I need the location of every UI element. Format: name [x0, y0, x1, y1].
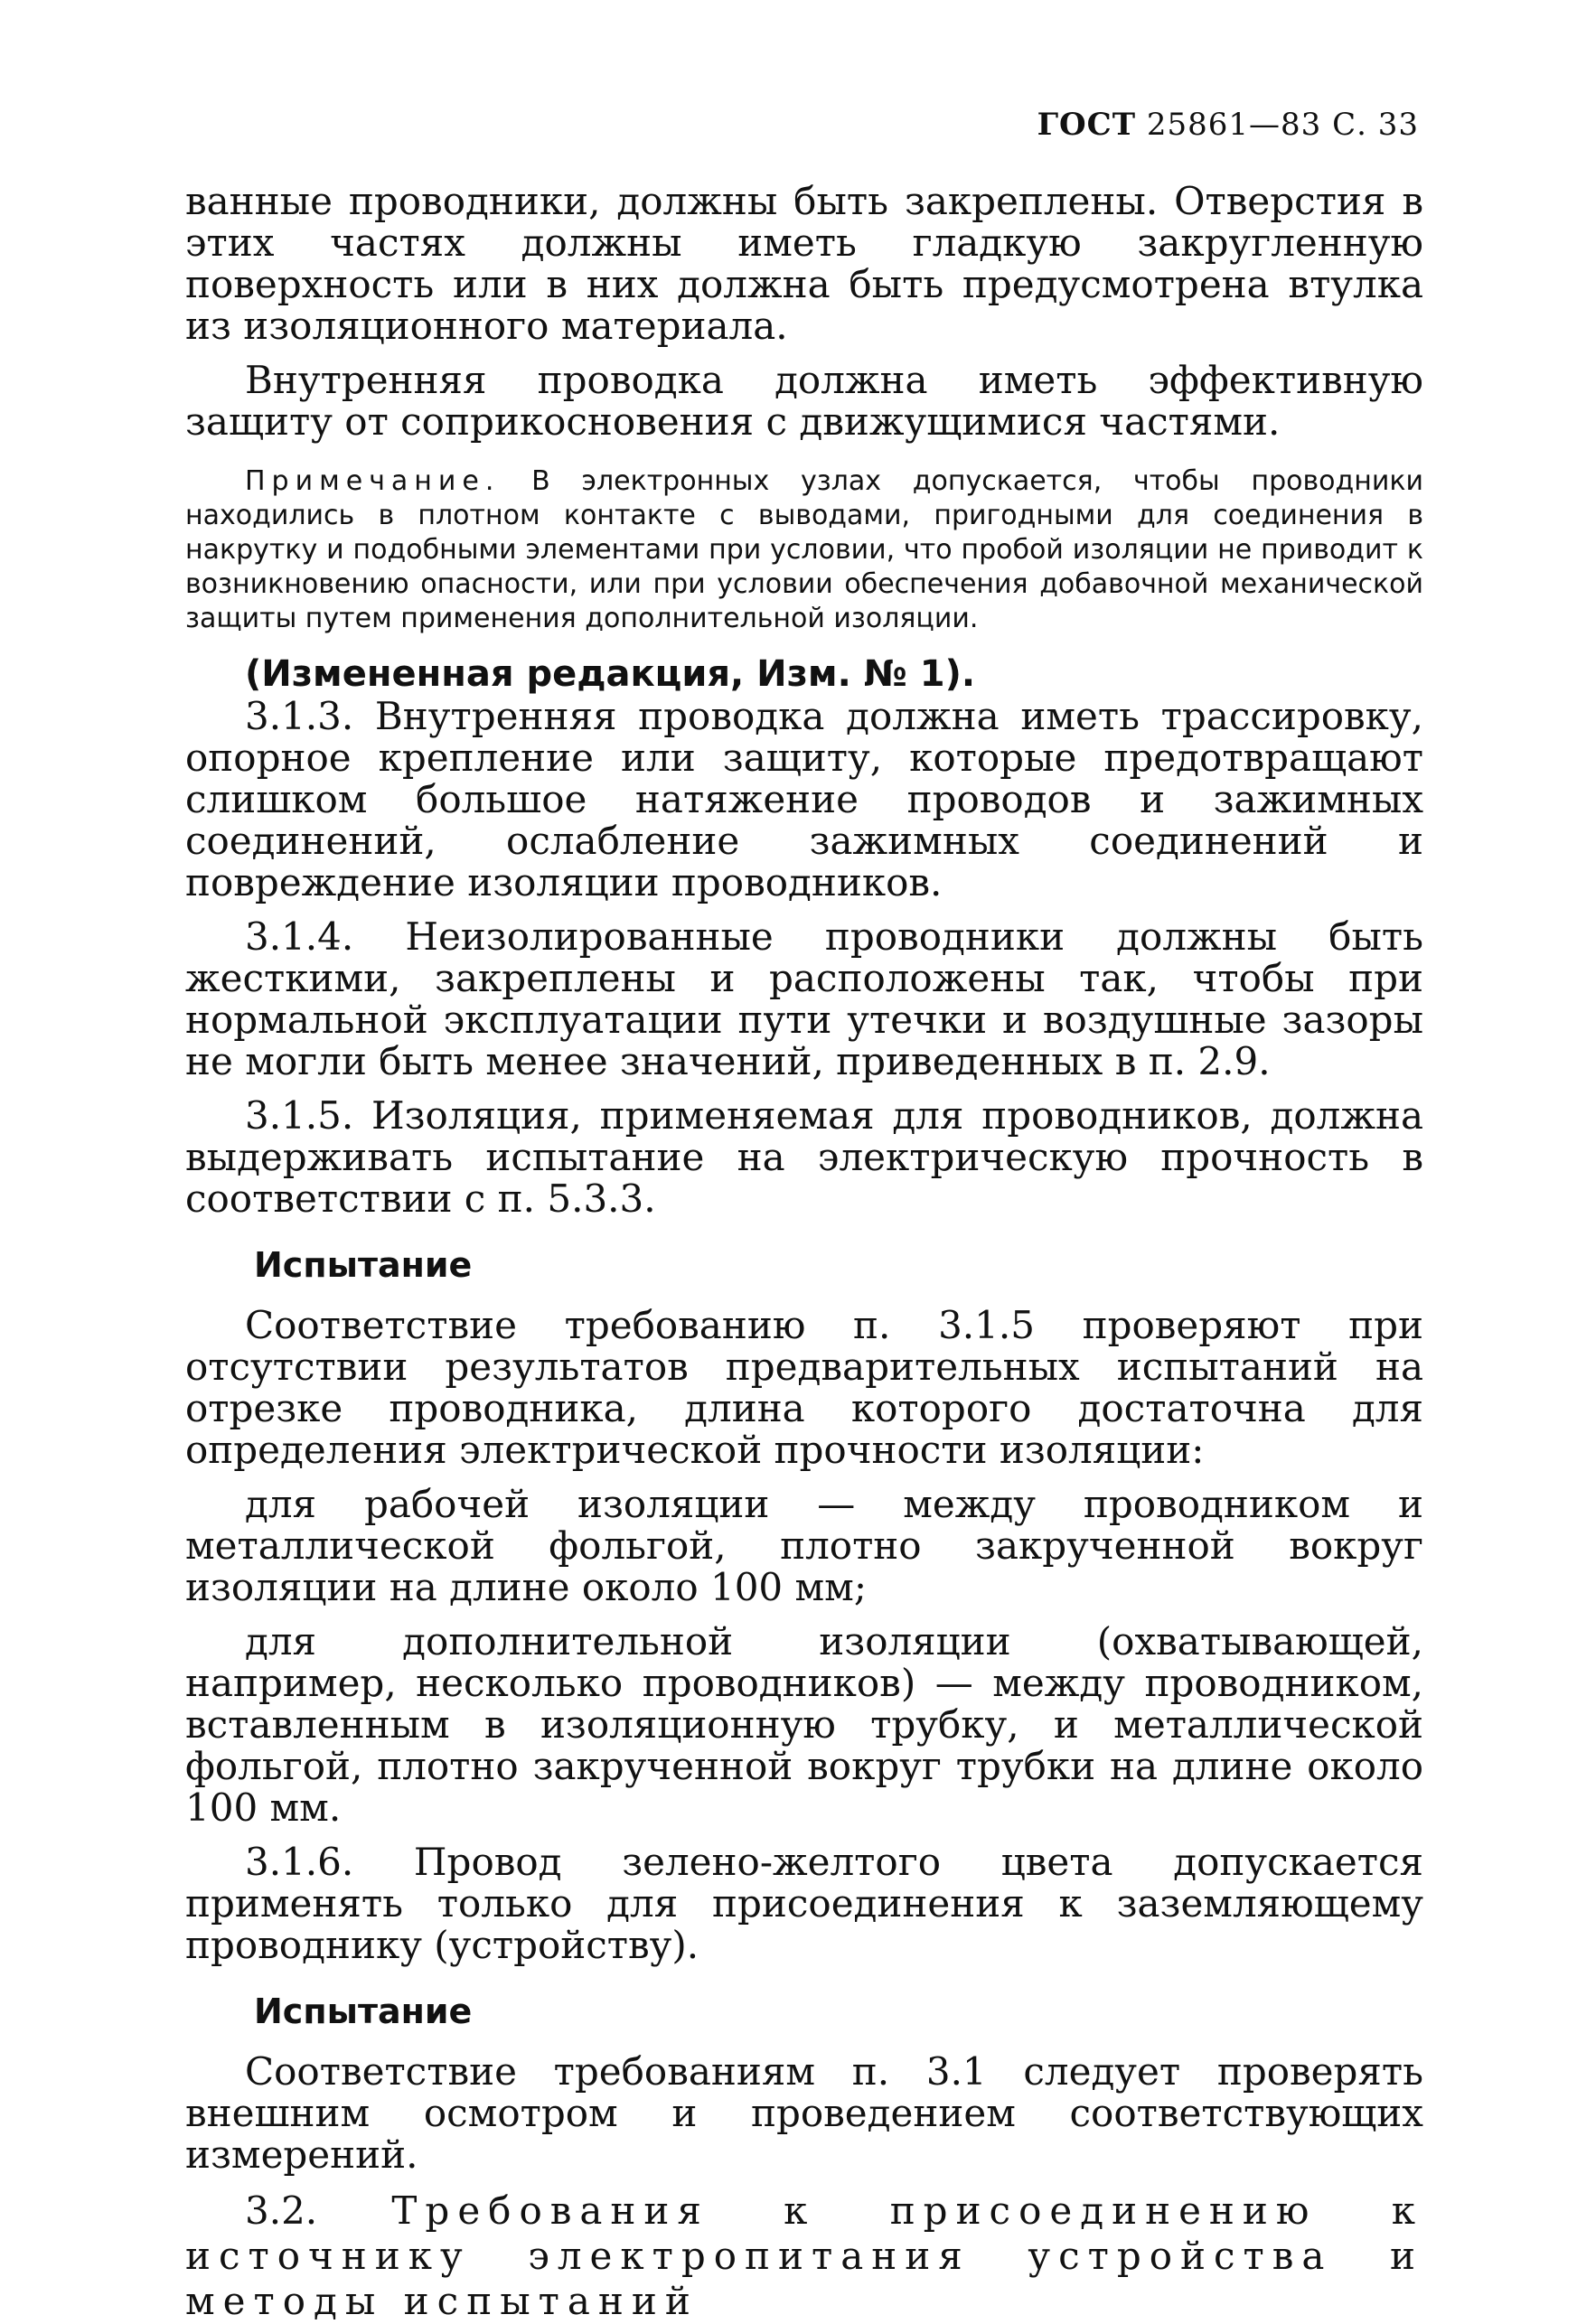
- paragraph-moving-parts: Внутренняя проводка должна иметь эффективную защиту от соприкосновения с движущимися частями.: [185, 358, 1423, 444]
- heading-test-2: Испытание: [254, 1991, 473, 2031]
- paragraph-additional-insulation: для дополнительной изоляции (охватывающей, например, несколько проводников) — между проводником, вставленным в изоляционную трубку, и металлической фольгой, плотно закрученной вокруг трубки на длине около 100 мм.: [185, 1619, 1423, 1830]
- clause-3-1-5: 3.1.5. Изоляция, применяемая для проводников, должна выдерживать испытание на электрическую прочность в соответствии с п. 5.3.3.: [185, 1093, 1423, 1221]
- amendment-note: (Измененная редакция, Изм. № 1).: [245, 653, 976, 695]
- note-text: В электронных узлах допускается, чтобы проводники находились в плотном контакте с выводами, пригодными для соединения в накрутку и подобными элементами при условии, что пробой изоляции не приводит к возникновению опасности, или при условии обеспечения добавочной механической защиты путем применения дополнительной изоляции.: [185, 465, 1423, 634]
- clause-3-1-3: 3.1.3. Внутренняя проводка должна иметь трассировку, опорное крепление или защиту, которые предотвращают слишком большое натяжение проводов и зажимных соединений, ослабление зажимных соединений и повреждение изоляции проводников.: [185, 694, 1423, 904]
- standard-label: ГОСТ: [1037, 107, 1137, 143]
- paragraph-test-compliance: Соответствие требованиям п. 3.1 следует проверять внешним осмотром и проведением соответствующих измерений.: [185, 2049, 1423, 2177]
- clause-3-2-title: [185, 2188, 1423, 2324]
- standard-number: 25861—83: [1146, 107, 1322, 143]
- paragraph-working-insulation: для рабочей изоляции — между проводником и металлической фольгой, плотно закрученной вокруг изоляции на длине около 100 мм;: [185, 1482, 1423, 1609]
- page-number: С. 33: [1332, 107, 1419, 143]
- clause-3-1-6: 3.1.6. Провод зелено-желтого цвета допускается применять только для присоединения к заземляющему проводнику (устройству).: [185, 1840, 1423, 1967]
- clause-3-1-4: 3.1.4. Неизолированные проводники должны быть жесткими, закреплены и расположены так, чтобы при нормальной эксплуатации пути утечки и воздушные зазоры не могли быть менее значений, приведенных в п. 2.9.: [185, 914, 1423, 1083]
- paragraph-wiring-holes: ванные проводники, должны быть закреплены. Отверстия в этих частях должны иметь гладкую закругленную поверхность или в них должна быть предусмотрена втулка из изоляционного материала.: [185, 179, 1423, 348]
- page-header: [1037, 107, 1419, 143]
- clause-3-2-number: 3.2.: [245, 2188, 318, 2233]
- paragraph-test-conditions: Соответствие требованию п. 3.1.5 проверяют при отсутствии результатов предварительных испытаний на отрезке проводника, длина которого достаточна для определения электрической прочности изоляции:: [185, 1303, 1423, 1472]
- page-body: [185, 181, 1423, 2324]
- clause-3-2-text: Требования к присоединению к источнику электропитания устройства и методы испытаний: [185, 2188, 1423, 2323]
- heading-test-1: Испытание: [254, 1245, 473, 1285]
- note-block: [185, 464, 1423, 636]
- note-label: Примечание.: [245, 465, 501, 497]
